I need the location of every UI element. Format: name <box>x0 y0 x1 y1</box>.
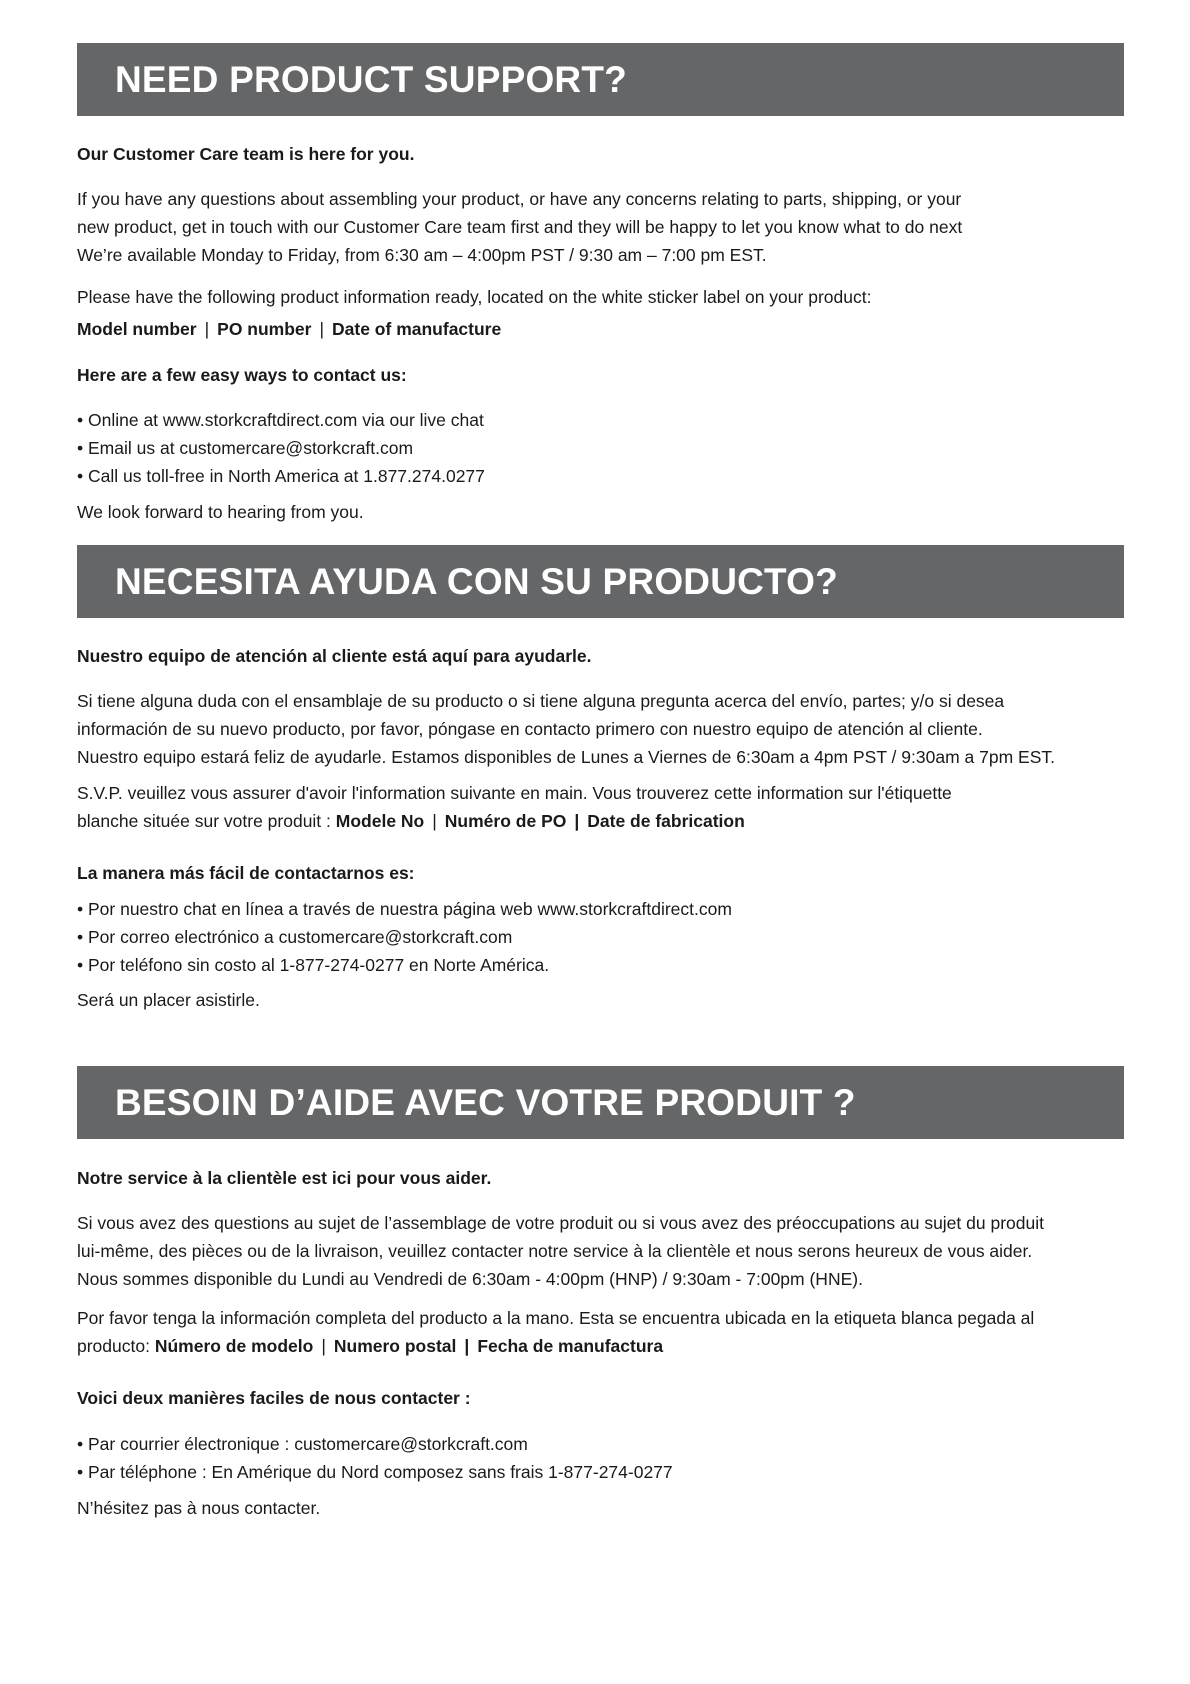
intro-text: Our Customer Care team is here for you. <box>77 144 415 164</box>
product-fields: Model number | PO number | Date of manufacture <box>77 319 502 339</box>
body-text: Si tiene alguna duda con el ensamblaje de su producto o si tiene alguna pregunta acerca del envío, partes; y/o si desea información de su nuevo producto, por favor, póngase en contacto primero con nuestro equipo de atención al cliente. Nuestro equipo estará feliz de ayudarle. Estamos disponibles de Lunes a Viernes de 6:30am a 4pm PST / 9:30am a 7pm EST. <box>77 691 1055 767</box>
section-title: BESOIN D’AIDE AVEC VOTRE PRODUIT ? <box>115 1081 856 1123</box>
section-banner <box>77 545 1124 618</box>
section-banner <box>77 1066 1124 1139</box>
list-item: • Online at www.storkcraftdirect.com via our live chat <box>77 406 1124 434</box>
section-title: NECESITA AYUDA CON SU PRODUCTO? <box>115 560 838 602</box>
contact-list <box>77 895 1124 979</box>
section-spanish <box>77 545 1124 1010</box>
closing-text: We look forward to hearing from you. <box>77 502 364 522</box>
info-text: S.V.P. veuillez vous assurer d'avoir l'information suivante en main. Vous trouverez cette information sur l'étiquette blanche située sur votre produit : Modele No | Numéro de PO | Date de fabrication <box>77 783 952 831</box>
info-text: Please have the following product information ready, located on the white sticker label on your product: <box>77 287 872 307</box>
section-french <box>77 1066 1124 1518</box>
intro-text: Notre service à la clientèle est ici pour vous aider. <box>77 1168 492 1188</box>
info-text: Por favor tenga la información completa del producto a la mano. Esta se encuentra ubicada en la etiqueta blanca pegada al producto: Número de modelo | Numero postal | Fecha de manufactura <box>77 1308 1035 1356</box>
list-item: • Call us toll-free in North America at 1.877.274.0277 <box>77 462 1124 490</box>
section-banner <box>77 43 1124 116</box>
list-item: • Email us at customercare@storkcraft.com <box>77 434 1124 462</box>
contact-list <box>77 406 1124 490</box>
list-item: • Par téléphone : En Amérique du Nord composez sans frais 1-877-274-0277 <box>77 1458 1124 1486</box>
list-item: • Par courrier électronique : customercare@storkcraft.com <box>77 1430 1124 1458</box>
intro-text: Nuestro equipo de atención al cliente está aquí para ayudarle. <box>77 646 592 666</box>
closing-text: N’hésitez pas à nous contacter. <box>77 1498 321 1518</box>
closing-text: Será un placer asistirle. <box>77 990 260 1010</box>
body-text: Si vous avez des questions au sujet de l’assemblage de votre produit ou si vous avez des préoccupations au sujet du produit lui-même, des pièces ou de la livraison, veuillez contacter notre service à la clientèle et nous serons heureux de vous aider. Nous sommes disponible du Lundi au Vendredi de 6:30am - 4:00pm (HNP) / 9:30am - 7:00pm (HNE). <box>77 1213 1044 1289</box>
list-item: • Por teléfono sin costo al 1-877-274-0277 en Norte América. <box>77 951 1124 979</box>
list-item: • Por correo electrónico a customercare@storkcraft.com <box>77 923 1124 951</box>
section-english <box>77 43 1124 522</box>
contact-list <box>77 1430 1124 1486</box>
section-title: NEED PRODUCT SUPPORT? <box>115 58 627 100</box>
list-item: • Por nuestro chat en línea a través de nuestra página web www.storkcraftdirect.com <box>77 895 1124 923</box>
body-text: If you have any questions about assembling your product, or have any concerns relating to parts, shipping, or your new product, get in touch with our Customer Care team first and they will be happy to let you know what to do next We’re available Monday to Friday, from 6:30 am – 4:00pm PST / 9:30 am – 7:00 pm EST. <box>77 189 963 265</box>
contact-heading: La manera más fácil de contactarnos es: <box>77 863 415 883</box>
contact-heading: Here are a few easy ways to contact us: <box>77 365 407 385</box>
contact-heading: Voici deux manières faciles de nous contacter : <box>77 1388 471 1408</box>
